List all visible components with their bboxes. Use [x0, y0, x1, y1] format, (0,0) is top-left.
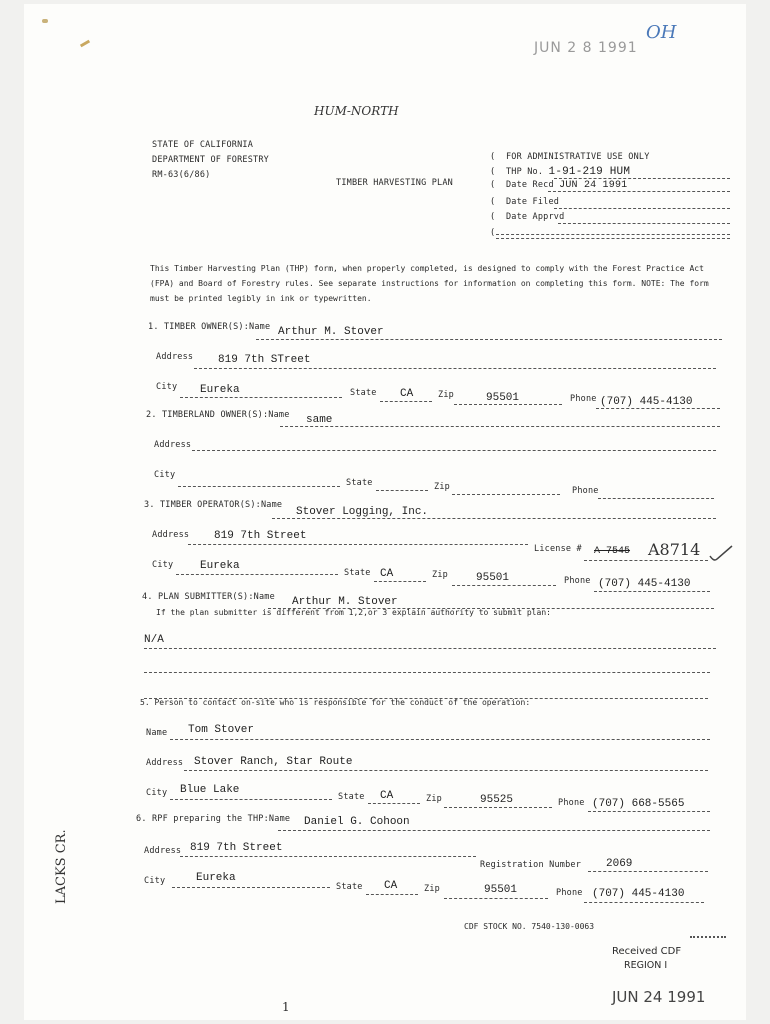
intro-line-2: (FPA) and Board of Forestry rules. See separate instructions for information on completing this form. NOTE: The form	[150, 279, 709, 288]
section-4-note: If the plan submitter is different from 1,2,or 3 explain authority to submit plan:	[156, 608, 551, 617]
section-6-title: 6. RPF preparing the THP:Name	[136, 814, 291, 824]
section-1-title: 1. TIMBER OWNER(S):Name	[148, 322, 271, 332]
section-1-state-label: State	[350, 388, 377, 398]
section-3-city-line	[176, 574, 338, 575]
section-6-city-label: City	[144, 876, 166, 886]
section-2-zip-line	[452, 494, 560, 495]
section-3-zip: 95501	[476, 572, 510, 584]
section-3-zip-line	[452, 585, 556, 586]
page-number: 1	[282, 1000, 290, 1014]
section-3-state: CA	[380, 568, 394, 580]
section-1-address-label: Address	[156, 352, 194, 362]
section-1-phone-label: Phone	[570, 394, 597, 404]
section-6-state-label: State	[336, 882, 363, 892]
section-4-line-1	[144, 648, 716, 649]
section-6-address-label: Address	[144, 846, 182, 856]
section-6-registration-label: Registration Number	[480, 860, 582, 870]
corner-code: OH	[646, 22, 677, 43]
thp-number-label: THP No.	[505, 167, 544, 177]
date-filed-label: Date Filed	[505, 197, 560, 207]
section-5-name-line	[170, 739, 710, 740]
section-3-address-label: Address	[152, 530, 190, 540]
section-2-city-line	[178, 486, 340, 487]
district-note: HUM-NORTH	[314, 104, 399, 118]
section-2-phone-label: Phone	[572, 486, 599, 496]
admin-double-rule	[496, 234, 730, 239]
section-2-name-line	[280, 426, 720, 427]
section-1-phone: (707) 445-4130	[600, 396, 693, 408]
section-3-city-label: City	[152, 560, 174, 570]
section-3-zip-label: Zip	[432, 570, 448, 580]
date-filed-line	[554, 208, 730, 209]
section-2-title: 2. TIMBERLAND OWNER(S):Name	[146, 410, 290, 420]
date-filed-row: ( Date Filed	[490, 197, 560, 207]
dot-mark	[690, 936, 726, 938]
admin-bracket: (	[490, 228, 496, 238]
section-4-line-2	[144, 672, 710, 673]
section-1-name: Arthur M. Stover	[278, 326, 384, 338]
section-5-address-line	[184, 770, 708, 771]
section-1-address: 819 7th STreet	[218, 354, 311, 366]
check-mark-icon	[708, 544, 734, 564]
faint-date-stamp: JUN 2 8 1991	[534, 40, 638, 56]
section-3-license-line	[584, 560, 708, 561]
section-3-state-label: State	[344, 568, 371, 578]
date-apprvd-label: Date Apprvd	[505, 212, 565, 222]
date-recd-line	[548, 191, 730, 192]
section-5-state-line	[368, 803, 420, 804]
section-1-city-label: City	[156, 382, 178, 392]
section-6-state-line	[366, 894, 418, 895]
received-stamp-date: JUN 24 1991	[612, 988, 706, 1006]
date-apprvd-line	[558, 223, 730, 224]
section-3-state-line	[374, 581, 426, 582]
section-3-address-line	[188, 544, 528, 545]
section-5-zip-label: Zip	[426, 794, 442, 804]
section-5-state-label: State	[338, 792, 365, 802]
section-6-phone: (707) 445-4130	[592, 888, 685, 900]
intro-line-1: This Timber Harvesting Plan (THP) form, when properly completed, is designed to comply with the Forest Practice Act	[150, 264, 704, 273]
section-4-name: Arthur M. Stover	[292, 596, 398, 608]
section-2-city-label: City	[154, 470, 176, 480]
thp-number-value: 1-91-219 HUM	[548, 166, 631, 178]
date-recd-label: Date Recd	[505, 180, 554, 190]
section-3-city: Eureka	[200, 560, 240, 572]
section-2-address-line	[192, 450, 716, 451]
section-3-phone-label: Phone	[564, 576, 591, 586]
section-1-name-line	[256, 339, 722, 340]
section-6-registration-line	[588, 871, 708, 872]
section-5-title: 5. Person to contact on-site who is responsible for the conduct of the operation:	[140, 698, 531, 707]
section-1-city-line	[180, 397, 342, 398]
section-4-title: 4. PLAN SUBMITTER(S):Name	[142, 592, 275, 602]
section-1-phone-line	[596, 408, 720, 409]
section-3-address: 819 7th Street	[214, 530, 307, 542]
date-apprvd-row: ( Date Apprvd	[490, 212, 565, 222]
section-5-name-label: Name	[146, 728, 168, 738]
section-2-name: same	[306, 414, 333, 426]
section-5-name: Tom Stover	[188, 724, 255, 736]
section-3-license-label: License #	[534, 544, 582, 554]
intro-line-3: must be printed legibly in ink or typewritten.	[150, 294, 372, 303]
section-6-address: 819 7th Street	[190, 842, 283, 854]
section-6-state: CA	[384, 880, 398, 892]
section-2-zip-label: Zip	[434, 482, 450, 492]
section-6-phone-label: Phone	[556, 888, 583, 898]
section-6-phone-line	[584, 902, 704, 903]
section-3-license-struck: A 7545	[594, 546, 631, 557]
admin-heading: ( FOR ADMINISTRATIVE USE ONLY	[490, 152, 650, 162]
paper-speck	[80, 40, 90, 48]
section-6-name: Daniel G. Cohoon	[304, 816, 410, 828]
section-2-state-line	[376, 490, 428, 491]
section-5-zip-line	[444, 807, 552, 808]
section-6-city: Eureka	[196, 872, 236, 884]
thp-number-row: ( THP No. 1-91-219 HUM	[490, 166, 631, 178]
section-6-zip-label: Zip	[424, 884, 440, 894]
section-5-zip: 95525	[480, 794, 514, 806]
received-stamp-line-2: REGION I	[624, 960, 668, 971]
section-3-phone: (707) 445-4130	[598, 578, 691, 590]
section-3-phone-line	[594, 591, 710, 592]
section-5-phone-line	[588, 811, 710, 812]
section-6-name-line	[278, 830, 710, 831]
form-page	[24, 4, 746, 1020]
received-stamp-line-1: Received CDF	[612, 946, 682, 957]
section-5-phone-label: Phone	[558, 798, 585, 808]
section-6-zip: 95501	[484, 884, 518, 896]
date-recd-row: ( Date Recd JUN 24 1991	[490, 180, 628, 191]
section-3-name: Stover Logging, Inc.	[296, 506, 429, 518]
section-5-address: Stover Ranch, Star Route	[194, 756, 353, 768]
section-2-address-label: Address	[154, 440, 192, 450]
section-5-state: CA	[380, 790, 394, 802]
admin-heading-text: FOR ADMINISTRATIVE USE ONLY	[505, 152, 650, 162]
section-1-zip-label: Zip	[438, 390, 454, 400]
section-5-city-label: City	[146, 788, 168, 798]
date-recd-value: JUN 24 1991	[559, 180, 628, 191]
margin-note: LACKS CR.	[54, 829, 69, 904]
thp-number-line	[554, 178, 730, 179]
agency-line-1: STATE OF CALIFORNIA	[152, 140, 254, 150]
agency-line-2: DEPARTMENT OF FORESTRY	[152, 155, 269, 165]
section-3-name-line	[272, 518, 716, 519]
section-6-zip-line	[444, 898, 548, 899]
section-6-city-line	[172, 887, 330, 888]
section-2-state-label: State	[346, 478, 373, 488]
section-2-phone-line	[598, 498, 714, 499]
stock-number: CDF STOCK NO. 7540-130-0063	[464, 922, 595, 931]
form-number: RM-63(6/86)	[152, 170, 211, 180]
section-5-address-label: Address	[146, 758, 184, 768]
section-1-city: Eureka	[200, 384, 240, 396]
section-6-address-line	[180, 856, 476, 857]
form-title: TIMBER HARVESTING PLAN	[336, 178, 453, 188]
paper-speck	[42, 19, 48, 23]
section-1-state-line	[380, 401, 432, 402]
section-3-license: A8714	[648, 540, 701, 559]
section-5-city-line	[170, 799, 332, 800]
section-5-phone: (707) 668-5565	[592, 798, 685, 810]
section-6-registration: 2069	[606, 858, 633, 870]
section-1-zip: 95501	[486, 392, 520, 404]
section-3-title: 3. TIMBER OPERATOR(S):Name	[144, 500, 283, 510]
section-5-city: Blue Lake	[180, 784, 240, 796]
section-1-zip-line	[454, 404, 562, 405]
section-1-address-line	[194, 368, 716, 369]
section-1-state: CA	[400, 388, 414, 400]
section-4-answer: N/A	[144, 634, 164, 646]
